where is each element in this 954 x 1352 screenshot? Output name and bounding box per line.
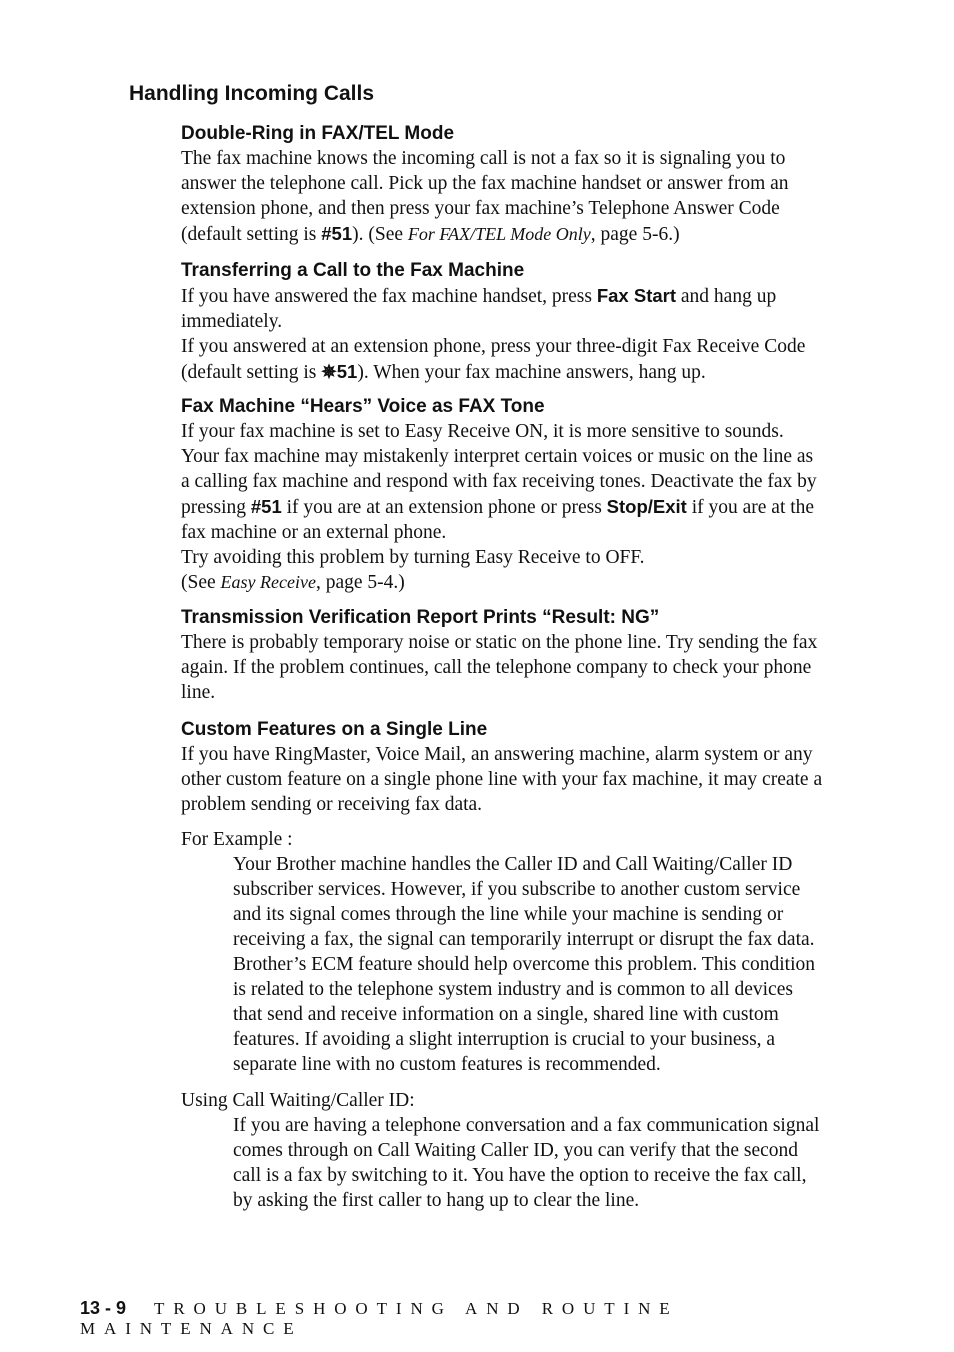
section-title: Fax Machine “Hears” Voice as FAX Tone: [181, 396, 545, 417]
section-title: Transmission Verification Report Prints “Result: NG”: [181, 607, 660, 628]
body-text: ). When your fax machine answers, hang up.: [357, 362, 706, 383]
section-body: [181, 283, 826, 334]
page-heading: Handling Incoming Calls: [129, 82, 375, 105]
section-body: [181, 334, 826, 385]
page-number: 13 - 9: [80, 1298, 127, 1318]
key-code: #51: [321, 223, 353, 244]
body-text: If your fax machine is set to Easy Receive ON, it is more sensitive to sounds. Your fax machine may mistakenly interpret certain voices or music on the line as a calling fax machine and respond with fax receiving tones. Deactivate the fax by pressing: [181, 421, 817, 518]
section-body: [181, 419, 826, 545]
section-body: [181, 570, 826, 595]
chapter-title: TROUBLESHOOTING AND ROUTINE MAINTENANCE: [80, 1299, 679, 1338]
section-hears-voice: [181, 394, 826, 595]
body-text: if you are at the fax machine or an external phone.: [181, 497, 815, 543]
body-text: if you are at an extension phone or press: [281, 497, 607, 518]
body-text: and hang up immediately.: [181, 286, 777, 332]
section-verification: [181, 605, 826, 705]
section-title: Transferring a Call to the Fax Machine: [181, 260, 525, 281]
key-name: Fax Start: [596, 285, 677, 306]
section-title: Custom Features on a Single Line: [181, 719, 488, 740]
body-text: If you have answered the fax machine handset, press: [181, 286, 597, 307]
section-body: If you have RingMaster, Voice Mail, an answering machine, alarm system or any other custom feature on a single phone line with your fax machine, it may create a problem sending or receiving fax data.: [181, 744, 823, 815]
section-body: There is probably temporary noise or static on the phone line. Try sending the fax again. If the problem continues, call the telephone company to check your phone line.: [181, 632, 818, 703]
reference-title: Easy Receive: [220, 572, 316, 592]
section-double-ring: [181, 121, 826, 247]
section-body: Try avoiding this problem by turning Easy Receive to OFF.: [181, 547, 645, 568]
key-code: ✵51: [321, 361, 358, 382]
body-text: The fax machine knows the incoming call is not a fax so it is signaling you to answer the telephone call. Pick up the fax machine handset or answer from an extension phone, and then press your fax machine’s Telephone Answer Code (default setting is: [181, 148, 789, 245]
example-text: Your Brother machine handles the Caller ID and Call Waiting/Caller ID subscriber services. However, if you subscribe to another custom service and its signal comes through the line while your machine is sending or receiving a fax, the signal can temporarily interrupt or disrupt the fax data. Brother’s ECM feature should help overcome this problem. This condition is related to the telephone system industry and is common to all devices that send and receive information on a single, shared line with custom features. If avoiding a slight interruption is crucial to your business, a separate line with no custom features is recommended.: [233, 854, 816, 1075]
key-name: Stop/Exit: [606, 496, 687, 517]
body-text: (See: [181, 572, 221, 593]
body-text: , page 5-4.): [315, 572, 405, 593]
example-label: For Example :: [181, 829, 293, 850]
section-body: [181, 146, 826, 247]
call-waiting-text: If you are having a telephone conversation and a fax communication signal comes through on Call Waiting Caller ID, you can verify that the second call is a fax by switching to it. You have the option to receive the fax call, by asking the first caller to hang up to clear the line.: [233, 1115, 820, 1211]
body-text: If you answered at an extension phone, press your three-digit Fax Receive Code (default setting is: [181, 336, 806, 383]
section-custom-features: [181, 717, 826, 1213]
section-title: Double-Ring in FAX/TEL Mode: [181, 123, 455, 144]
call-waiting-label: Using Call Waiting/Caller ID:: [181, 1090, 415, 1111]
body-text: ). (See: [352, 224, 408, 245]
reference-title: For FAX/TEL Mode Only: [407, 224, 591, 244]
key-code: #51: [250, 496, 282, 517]
page-footer: [80, 1298, 840, 1339]
section-transferring: [181, 258, 826, 385]
body-text: , page 5-6.): [590, 224, 680, 245]
